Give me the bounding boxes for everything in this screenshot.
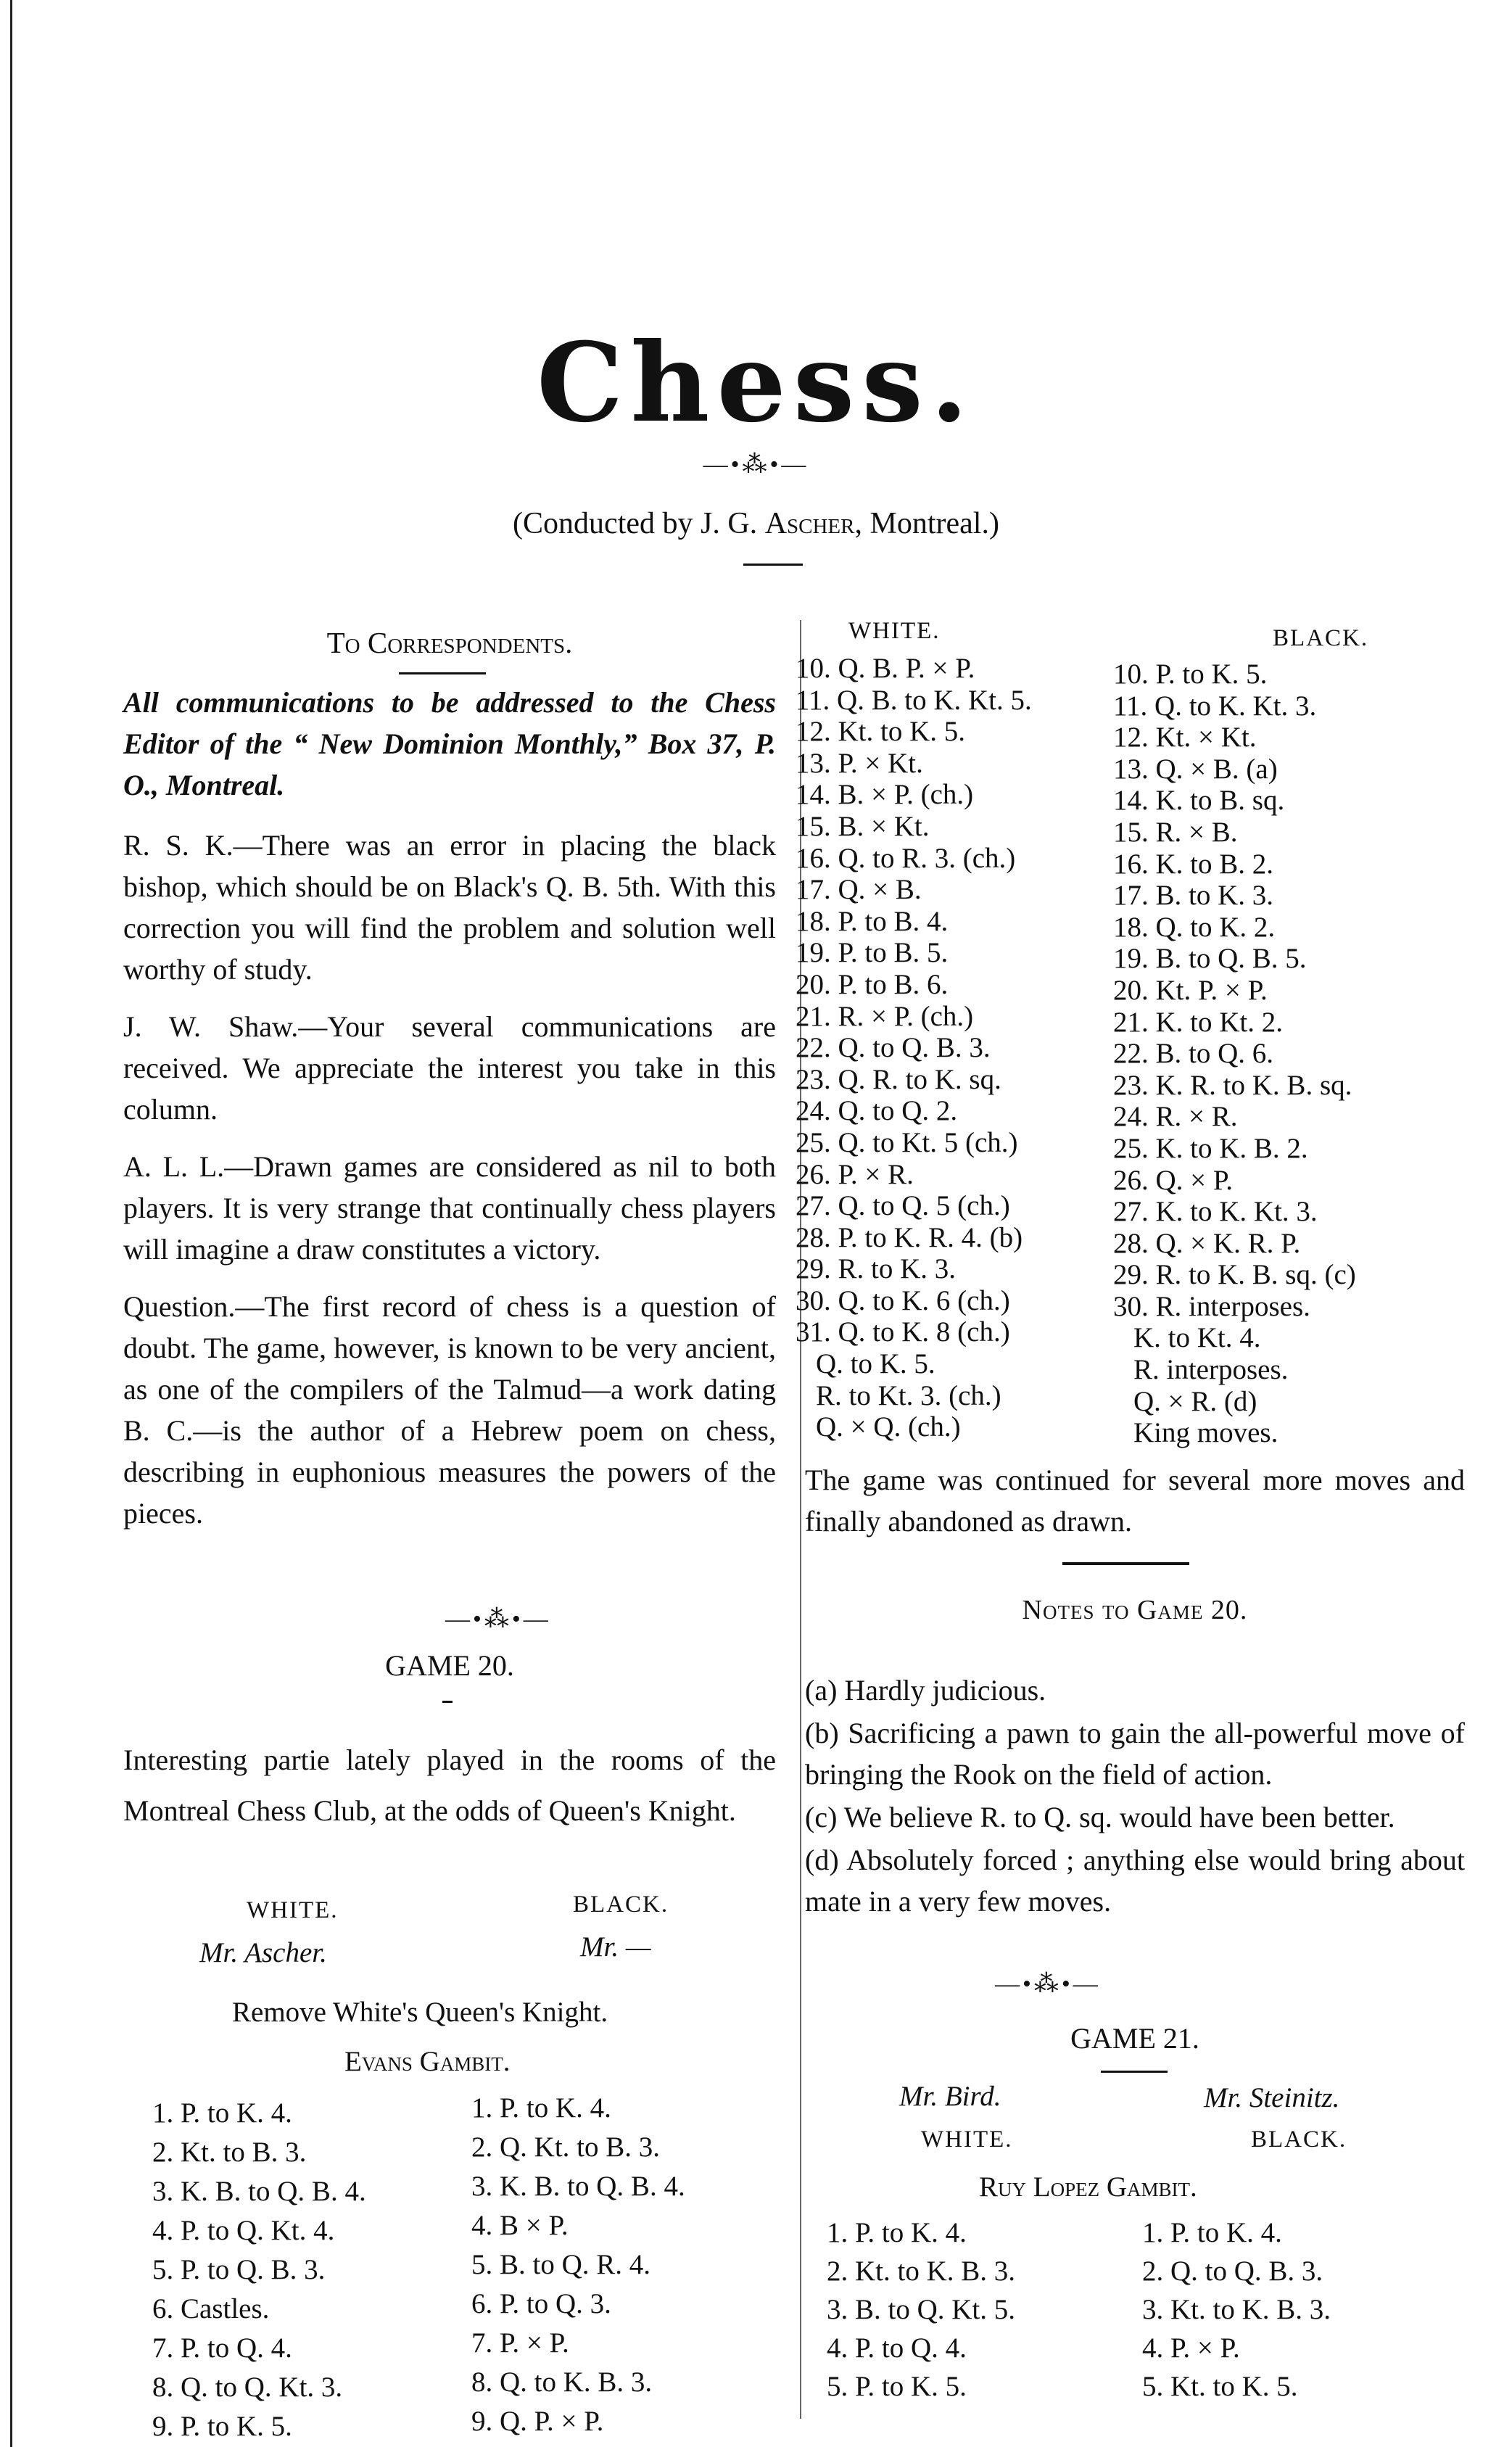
move-line: Q. × Q. (ch.) — [816, 1411, 961, 1443]
game20-black-moves-b — [1113, 659, 1356, 1449]
move-line: 8. Q. to K. B. 3. — [471, 2366, 653, 2398]
game21-rule — [1101, 2071, 1168, 2073]
move-line: Q. × R. (d) — [1133, 1385, 1257, 1417]
move-line: 29. R. to K. 3. — [796, 1253, 957, 1285]
move-line: 7. P. × P. — [471, 2327, 569, 2359]
move-line: 17. Q. × B. — [796, 874, 922, 906]
header-rule — [743, 564, 803, 566]
move-line: 3. K. B. to Q. B. 4. — [152, 2176, 366, 2207]
move-line: 24. R. × R. — [1113, 1101, 1238, 1133]
move-line: 4. B × P. — [471, 2210, 569, 2241]
note-b: (b) Sacrificing a pawn to gain the all-powerful move of bringing the Rook on the field of action. — [805, 1717, 1465, 1791]
move-line: 11. Q. B. to K. Kt. 5. — [796, 684, 1032, 716]
move-line: 2. Kt. to B. 3. — [152, 2137, 307, 2168]
game21-white-moves — [827, 2213, 1015, 2406]
correspondent-item-rsk: R. S. K.—There was an error in placing the black bishop, which should be on Black's Q. B. 5th. With this correction you will find the problem and solution well worthy of study. — [123, 829, 776, 986]
move-line: 15. B. × Kt. — [796, 810, 930, 842]
move-line: 2. Q. Kt. to B. 3. — [471, 2132, 661, 2163]
move-line: 24. Q. to Q. 2. — [796, 1095, 958, 1127]
move-line: 3. B. to Q. Kt. 5. — [827, 2294, 1016, 2325]
move-line: 22. Q. to Q. B. 3. — [796, 1032, 991, 1064]
move-line: 14. K. to B. sq. — [1113, 785, 1285, 817]
game20-black-label: BLACK. — [573, 1891, 669, 1918]
move-line: K. to Kt. 4. — [1133, 1322, 1261, 1354]
move-line: 14. B. × P. (ch.) — [796, 779, 974, 811]
move-line: 2. Kt. to K. B. 3. — [827, 2256, 1016, 2287]
move-line: 20. Kt. P. × P. — [1113, 974, 1268, 1006]
game20-white-player: Mr. Ascher. — [199, 1937, 327, 1968]
conducted-pre: (Conducted by J. G. — [513, 507, 765, 540]
move-line: 15. R. × B. — [1113, 816, 1238, 848]
move-line: 28. Q. × K. R. P. — [1113, 1227, 1301, 1259]
move-line: 16. Q. to R. 3. (ch.) — [796, 842, 1016, 874]
move-line: 22. B. to Q. 6. — [1113, 1038, 1274, 1070]
move-line: 26. P. × R. — [796, 1158, 914, 1190]
move-line: 9. Q. P. × P. — [471, 2406, 604, 2437]
game20-white-label-cont: WHITE. — [848, 618, 941, 644]
move-line: 1. P. to K. 4. — [152, 2097, 292, 2129]
move-line: 13. Q. × B. (a) — [1113, 753, 1278, 785]
move-line: 6. P. to Q. 3. — [471, 2288, 611, 2319]
move-line: 7. P. to Q. 4. — [152, 2332, 292, 2364]
move-line: 25. K. to K. B. 2. — [1113, 1132, 1308, 1164]
move-line: 31. Q. to K. 8 (ch.) — [796, 1316, 1010, 1348]
conducted-name: Ascher — [764, 507, 855, 540]
game21-heading: GAME 21. — [1070, 2022, 1199, 2055]
game20-white-moves-b — [796, 653, 1032, 1443]
note-d: (d) Absolutely forced ; anything else would bring about mate in a very few moves. — [805, 1844, 1465, 1918]
game20-opening: Evans Gambit. — [344, 2046, 511, 2077]
move-line: 23. K. R. to K. B. sq. — [1113, 1069, 1352, 1101]
move-line: 5. B. to Q. R. 4. — [471, 2249, 651, 2280]
move-line: 3. K. B. to Q. B. 4. — [471, 2171, 685, 2202]
move-line: 19. B. to Q. B. 5. — [1113, 943, 1307, 975]
notes-heading: Notes to Game 20. — [1022, 1595, 1248, 1625]
move-line: Q. to K. 5. — [816, 1348, 935, 1380]
move-line: 18. Q. to K. 2. — [1113, 911, 1276, 943]
move-line: 8. Q. to Q. Kt. 3. — [152, 2372, 343, 2403]
move-line: 4. P. × P. — [1142, 2332, 1240, 2364]
correspondent-item-question: Question.—The first record of chess is a question of doubt. The game, however, is known to be very ancient, as one of the compilers of the Talmud—a work dating B. C.—is the author of a Hebrew poem on chess, describing in euphonious measures the powers of the pieces. — [123, 1290, 776, 1530]
move-line: 12. Kt. × Kt. — [1113, 722, 1257, 754]
move-line: 2. Q. to Q. B. 3. — [1142, 2256, 1323, 2287]
move-line: 10. Q. B. P. × P. — [796, 653, 975, 684]
game20-black-moves-a — [471, 2089, 685, 2441]
move-line: 12. Kt. to K. 5. — [796, 716, 965, 748]
move-line: 16. K. to B. 2. — [1113, 848, 1274, 880]
move-line: 1. P. to K. 4. — [1142, 2217, 1282, 2248]
move-line: 28. P. to K. R. 4. (b) — [796, 1221, 1023, 1253]
game21-white-player: Mr. Bird. — [899, 2081, 1001, 2112]
move-line: 5. P. to Q. B. 3. — [152, 2254, 326, 2285]
move-line: 29. R. to K. B. sq. (c) — [1113, 1259, 1356, 1291]
move-line: 19. P. to B. 5. — [796, 937, 949, 969]
game20-remove-note: Remove White's Queen's Knight. — [232, 1997, 608, 2028]
move-line: 4. P. to Q. 4. — [827, 2332, 967, 2364]
move-line: 21. R. × P. (ch.) — [796, 1000, 974, 1032]
move-line: 26. Q. × P. — [1113, 1164, 1234, 1196]
move-line: R. to Kt. 3. (ch.) — [816, 1379, 1001, 1411]
correspondent-item-shaw: J. W. Shaw.—Your several communications are received. We appreciate the interest you take in this column. — [123, 1010, 776, 1126]
move-line: 17. B. to K. 3. — [1113, 880, 1274, 912]
game20-rule — [442, 1701, 453, 1703]
move-line: 1. P. to K. 4. — [827, 2217, 967, 2248]
game20-notes — [805, 1670, 1465, 1922]
correspondents-rule — [399, 672, 486, 674]
game21-opening: Ruy Lopez Gambit. — [979, 2171, 1197, 2203]
move-line: 11. Q. to K. Kt. 3. — [1113, 690, 1317, 722]
game21-black-player: Mr. Steinitz. — [1204, 2082, 1340, 2113]
move-line: 25. Q. to Kt. 5 (ch.) — [796, 1126, 1018, 1158]
correspondent-item-all: A. L. L.—Drawn games are considered as nil to both players. It is very strange that continually chess players will imagine a draw constitutes a victory. — [123, 1150, 776, 1266]
move-line: 10. P. to K. 5. — [1113, 659, 1268, 690]
move-line: 3. Kt. to K. B. 3. — [1142, 2294, 1331, 2325]
game21-black-label: BLACK. — [1251, 2126, 1347, 2153]
move-line: 18. P. to B. 4. — [796, 905, 949, 937]
correspondents-notice: All communications to be addressed to the Chess Editor of the “ New Dominion Monthly,” Box 37, P. O., Montreal. — [123, 686, 776, 801]
correspondents-section — [123, 622, 776, 1534]
game20-white-label: WHITE. — [247, 1897, 339, 1923]
conducted-by — [0, 506, 1512, 541]
move-line: 5. Kt. to K. 5. — [1142, 2371, 1298, 2402]
move-line: 21. K. to Kt. 2. — [1113, 1006, 1283, 1038]
move-line: 9. P. to K. 5. — [152, 2411, 292, 2442]
section-ornament-right: —•⁂•— — [995, 1971, 1101, 1997]
conducted-post: , Montreal.) — [854, 507, 999, 540]
move-line: 5. P. to K. 5. — [827, 2371, 967, 2402]
note-a: (a) Hardly judicious. — [805, 1674, 1046, 1707]
conclusion-rule — [1062, 1562, 1189, 1565]
move-line: 6. Castles. — [152, 2293, 270, 2324]
move-line: 27. K. to K. Kt. 3. — [1113, 1196, 1318, 1228]
move-line: 27. Q. to Q. 5 (ch.) — [796, 1190, 1010, 1222]
game20-intro: Interesting partie lately played in the rooms of the Montreal Chess Club, at the odds of Queen's Knight. — [123, 1744, 776, 1827]
note-c: (c) We believe R. to Q. sq. would have been better. — [805, 1801, 1395, 1833]
move-line: 4. P. to Q. Kt. 4. — [152, 2215, 335, 2246]
move-line: R. interposes. — [1133, 1354, 1289, 1386]
move-line: 23. Q. R. to K. sq. — [796, 1063, 1001, 1095]
section-ornament-left: —•⁂•— — [445, 1606, 551, 1633]
game20-black-label-cont: BLACK. — [1273, 625, 1369, 651]
move-line: 13. P. × Kt. — [796, 747, 923, 779]
move-line: King moves. — [1133, 1417, 1278, 1449]
game20-black-player: Mr. — — [580, 1931, 651, 1963]
move-line: 20. P. to B. 6. — [796, 968, 949, 1000]
correspondents-heading: To Correspondents. — [326, 626, 573, 659]
game20-conclusion: The game was continued for several more moves and finally abandoned as drawn. — [805, 1464, 1465, 1538]
game21-white-label: WHITE. — [921, 2126, 1013, 2153]
game21-black-moves — [1142, 2213, 1331, 2406]
move-line: 30. Q. to K. 6 (ch.) — [796, 1284, 1010, 1316]
move-line: 30. R. interposes. — [1113, 1290, 1310, 1322]
game20-heading: GAME 20. — [385, 1649, 514, 1682]
title-ornament: —•⁂•— — [703, 451, 809, 478]
move-line: 1. P. to K. 4. — [471, 2092, 611, 2124]
page-title: Chess. — [537, 319, 975, 447]
game20-white-moves-a — [152, 2094, 366, 2446]
